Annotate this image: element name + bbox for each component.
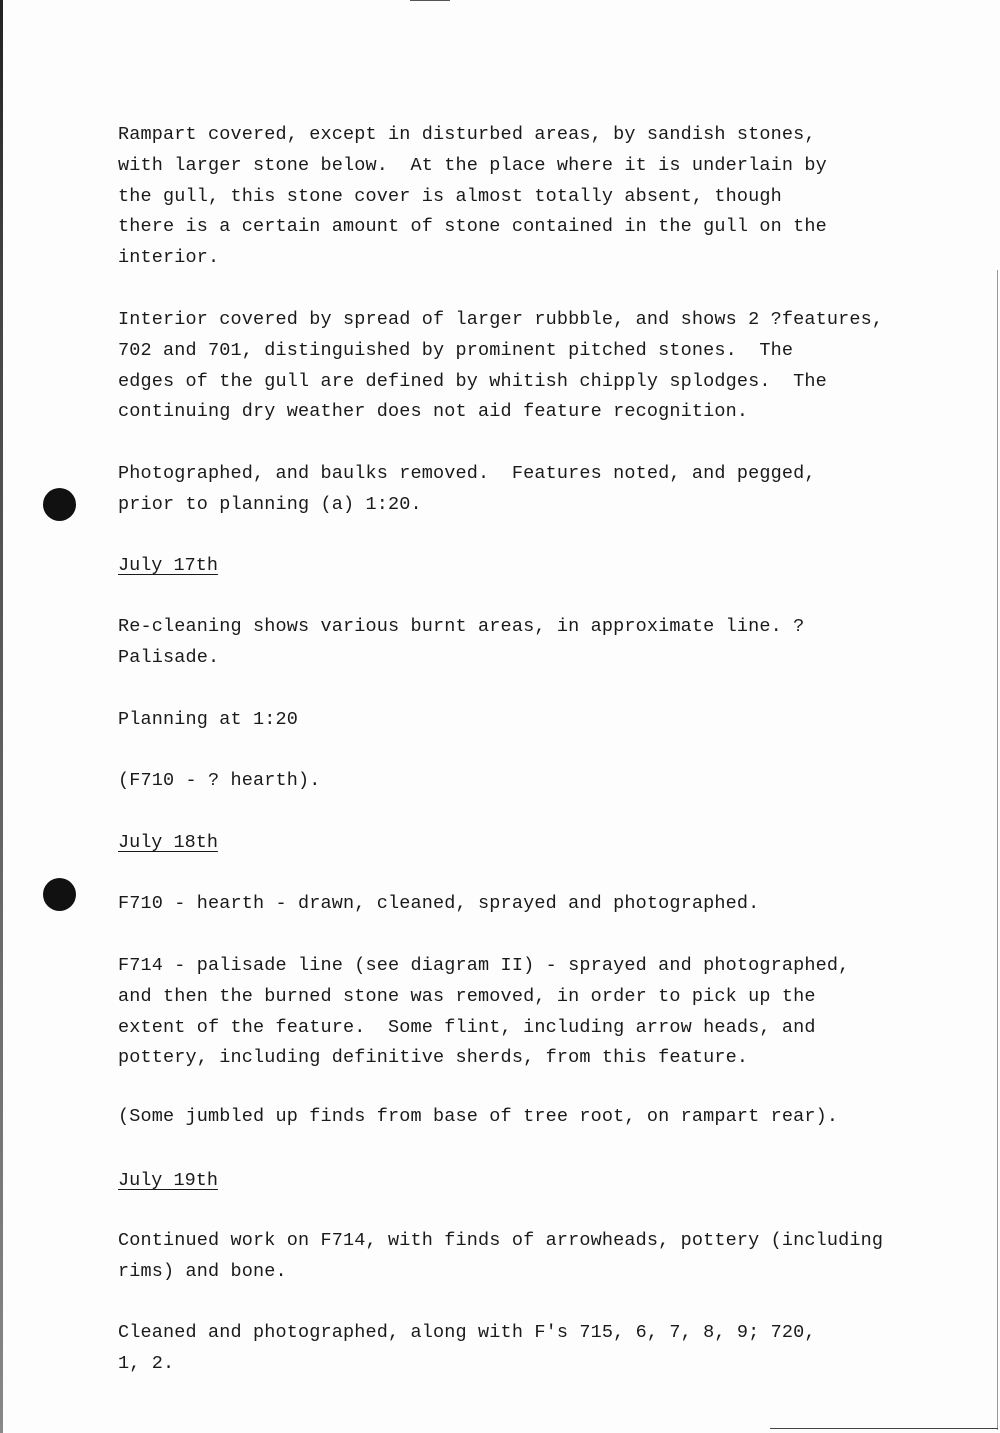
paragraph-continued-work: Continued work on F714, with finds of arrowheads, pottery (including rims) and bone. [118, 1230, 884, 1282]
scan-edge-right [997, 270, 998, 1430]
paragraph-interior: Interior covered by spread of larger rubbble, and shows 2 ?features, 702 and 701, distinguished by prominent pitched stones. The edges of the gull are defined by whitish chipply splodges. The continuing dry weather does not aid feature recognition. [118, 309, 884, 423]
paragraph-cleaned-photographed: Cleaned and photographed, along with F's 715, 6, 7, 8, 9; 720, 1, 2. [118, 1322, 816, 1374]
paragraph-jumbled-finds: (Some jumbled up finds from base of tree root, on rampart rear). [118, 1106, 839, 1127]
scan-edge-top [410, 0, 450, 1]
punch-hole-icon [43, 878, 76, 911]
date-heading-july-19: July 19th [118, 1170, 218, 1191]
date-heading-july-17: July 17th [118, 555, 218, 576]
scan-edge-left [0, 0, 3, 1433]
paragraph-f714-palisade: F714 - palisade line (see diagram II) - sprayed and photographed, and then the burned stone was removed, in order to pick up the extent of the feature. Some flint, including arrow heads, and pottery, including definitive sherds, from this feature. [118, 955, 850, 1069]
scan-edge-bottom [770, 1428, 998, 1429]
paragraph-f710-note: (F710 - ? hearth). [118, 770, 321, 791]
paragraph-planning: Planning at 1:20 [118, 709, 299, 730]
date-heading-july-18: July 18th [118, 832, 218, 853]
paragraph-rampart: Rampart covered, except in disturbed areas, by sandish stones, with larger stone below. At the place where it is underlain by the gull, this stone cover is almost totally absent, though there is a certain amount of stone contained in the gull on the interior. [118, 124, 827, 269]
punch-hole-icon [43, 488, 76, 521]
paragraph-photographed: Photographed, and baulks removed. Features noted, and pegged, prior to planning (a) 1:20. [118, 463, 816, 515]
paragraph-recleaning: Re-cleaning shows various burnt areas, in approximate line. ? Palisade. [118, 616, 805, 668]
paragraph-f710-hearth: F710 - hearth - drawn, cleaned, sprayed and photographed. [118, 893, 760, 914]
